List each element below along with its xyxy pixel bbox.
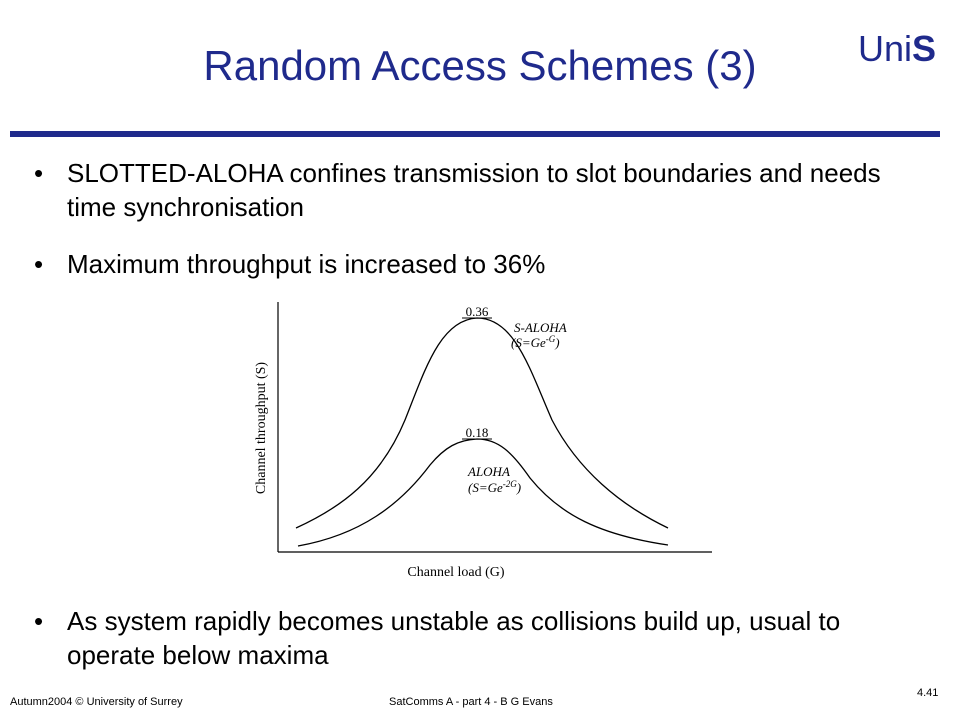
bullet-dot: • <box>34 158 44 188</box>
aloha-formula <box>468 479 521 495</box>
s-aloha-formula <box>511 334 560 350</box>
aloha-formula-exp: -2G <box>502 479 517 489</box>
footer-course: SatComms A - part 4 - B G Evans <box>389 696 553 708</box>
aloha-name: ALOHA <box>468 464 510 479</box>
unis-logo: UniS <box>858 28 937 69</box>
s-aloha-formula-base: (S=Ge <box>511 335 546 350</box>
slide-title: Random Access Schemes (3) <box>203 42 757 89</box>
s-aloha-formula-exp: -G <box>545 334 556 344</box>
bullet-text: As system rapidly becomes unstable as collisions build up, usual to operate below maxima <box>67 606 841 670</box>
bullet-dot: • <box>34 249 44 279</box>
s-aloha-curve <box>296 318 668 528</box>
x-axis-label: Channel load (G) <box>407 565 505 580</box>
s-aloha-formula-close: ) <box>555 335 560 350</box>
bullet-dot: • <box>34 606 44 636</box>
slide-number: 4.41 <box>917 687 939 699</box>
s-aloha-peak-label: 0.36 <box>465 304 489 319</box>
bullet-text: SLOTTED-ALOHA confines transmission to slot boundaries and needs time synchronisation <box>67 158 881 222</box>
s-aloha-name: S-ALOHA <box>514 320 567 335</box>
bullet-item <box>34 604 914 676</box>
aloha-formula-base: (S=Ge <box>468 480 503 495</box>
y-axis-label: Channel throughput (S) <box>254 361 269 495</box>
aloha-peak-label: 0.18 <box>465 425 489 440</box>
footer-copyright: Autumn2004 © University of Surrey <box>10 696 183 708</box>
bullet-text: Maximum throughput is increased to 36% <box>67 249 546 279</box>
aloha-formula-close: ) <box>516 480 522 495</box>
